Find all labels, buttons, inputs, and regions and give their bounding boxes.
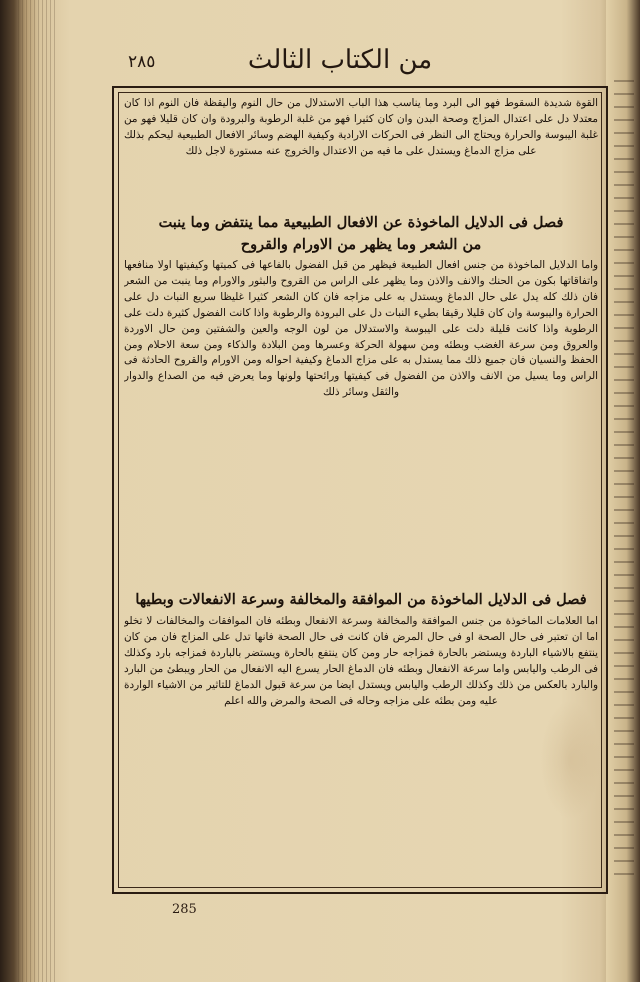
page-edges: [18, 0, 58, 982]
header-page-number: ٢٨٥: [128, 52, 156, 72]
paragraph-2: واما الدلايل الماخوذة من جنس افعال الطبيعة فيظهر من قبل الفضول بالفاعها فى كميتها وكيفيتها اولا منافعها واتفاقاتها بكون من الحنك والانف والاذن وما يظهر على الراس من القروح والبثور والاورام وما ينبت من الشعر فان ذلك كله يدل على حال الدماغ ويستدل به على مزاجه فان كان الشعر كثيرا غليظا سريع النبات دل على الحرارة واليبوسة وان كان قليلا رقيقا بطيء النبات دل على البرودة والرطوبة واذا كانت الفضول كثيرة دلت على الرطوبة واذا كانت قليلة دلت على اليبوسة والاستدلال من لون الوجه والعين والشفتين ومن حال الاوردة والعروق ومن سرعة الغضب وبطئه ومن سهولة الحركة وعسرها ومن البلادة والذكاء ومن سعة الاحلام ومن الحفظ والنسيان فان جميع ذلك مما يستدل به على مزاج الدماغ وكيفية احواله ومن الاورام والقروح الحادثة فى الراس وما يسيل من الانف والاذن من الفضول فى كيفيتها ورائحتها ولونها وما يعرض فيه من الصداع والدوار والثقل وسائر ذلك: [124, 259, 598, 399]
paragraph-1: القوة شديدة السقوط فهو الى البرد وما يناسب هذا الباب الاستدلال من حال النوم واليقظة فان النوم اذا كان معتدلا دل على اعتدال المزاج وصحة البدن وان كان كثيرا فهو من غلبة الرطوبة والبرودة وان كان قليلا فهو من غلبة اليبوسة والحرارة ويحتاج الى النظر فى الحركات الارادية وكيفية الهضم وسائر الافعال الطبيعية ليحكم بذلك على مزاج الدماغ ويستدل على ما فيه من الاعتدال والخروج عنه مستورة لاجل ذلك: [124, 97, 598, 157]
paragraph-3: اما العلامات الماخوذة من جنس الموافقة والمخالفة وسرعة الانفعال وبطئه فان الموافقات والمخالفات لا تخلو اما ان تعتبر فى حال الصحة او فى حال المرض فان كانت فى حال الصحة فانها تدل على المزاج فان من كان ينتفع بالاشياء الباردة ويستضر بالحارة فمزاجه حار ومن كان ينتفع بالحارة ويستضر بالباردة فمزاجه بارد وكذلك فى الرطب واليابس واما سرعة الانفعال وبطئه فان الدماغ الحار يسرع اليه الانفعال من الحار ويبطئ من البارد والبارد بالعكس من ذلك وكذلك الرطب واليابس ويستدل ايضا من سرعة قبول الدماغ للتاثير من الاشياء الواردة عليه ومن بطئه على مزاجه وحاله فى الصحة والمرض والله اعلم: [124, 615, 598, 707]
running-header-title: من الكتاب الثالث: [247, 45, 433, 75]
facing-page-sliver: [606, 0, 640, 982]
section-heading-1-line-2: من الشعر وما يظهر من الاورام والقروح: [240, 236, 482, 253]
footer-page-number: 285: [172, 902, 197, 917]
section-heading-1-line-1: فصل فى الدلايل الماخوذة عن الافعال الطبيعية مما ينتفض وما ينبت: [158, 214, 564, 231]
facing-page-text-lines: [614, 80, 634, 880]
section-heading-2: فصل فى الدلايل الماخوذة من الموافقة والمخالفة وسرعة الانفعالات وبطيها: [135, 591, 587, 608]
